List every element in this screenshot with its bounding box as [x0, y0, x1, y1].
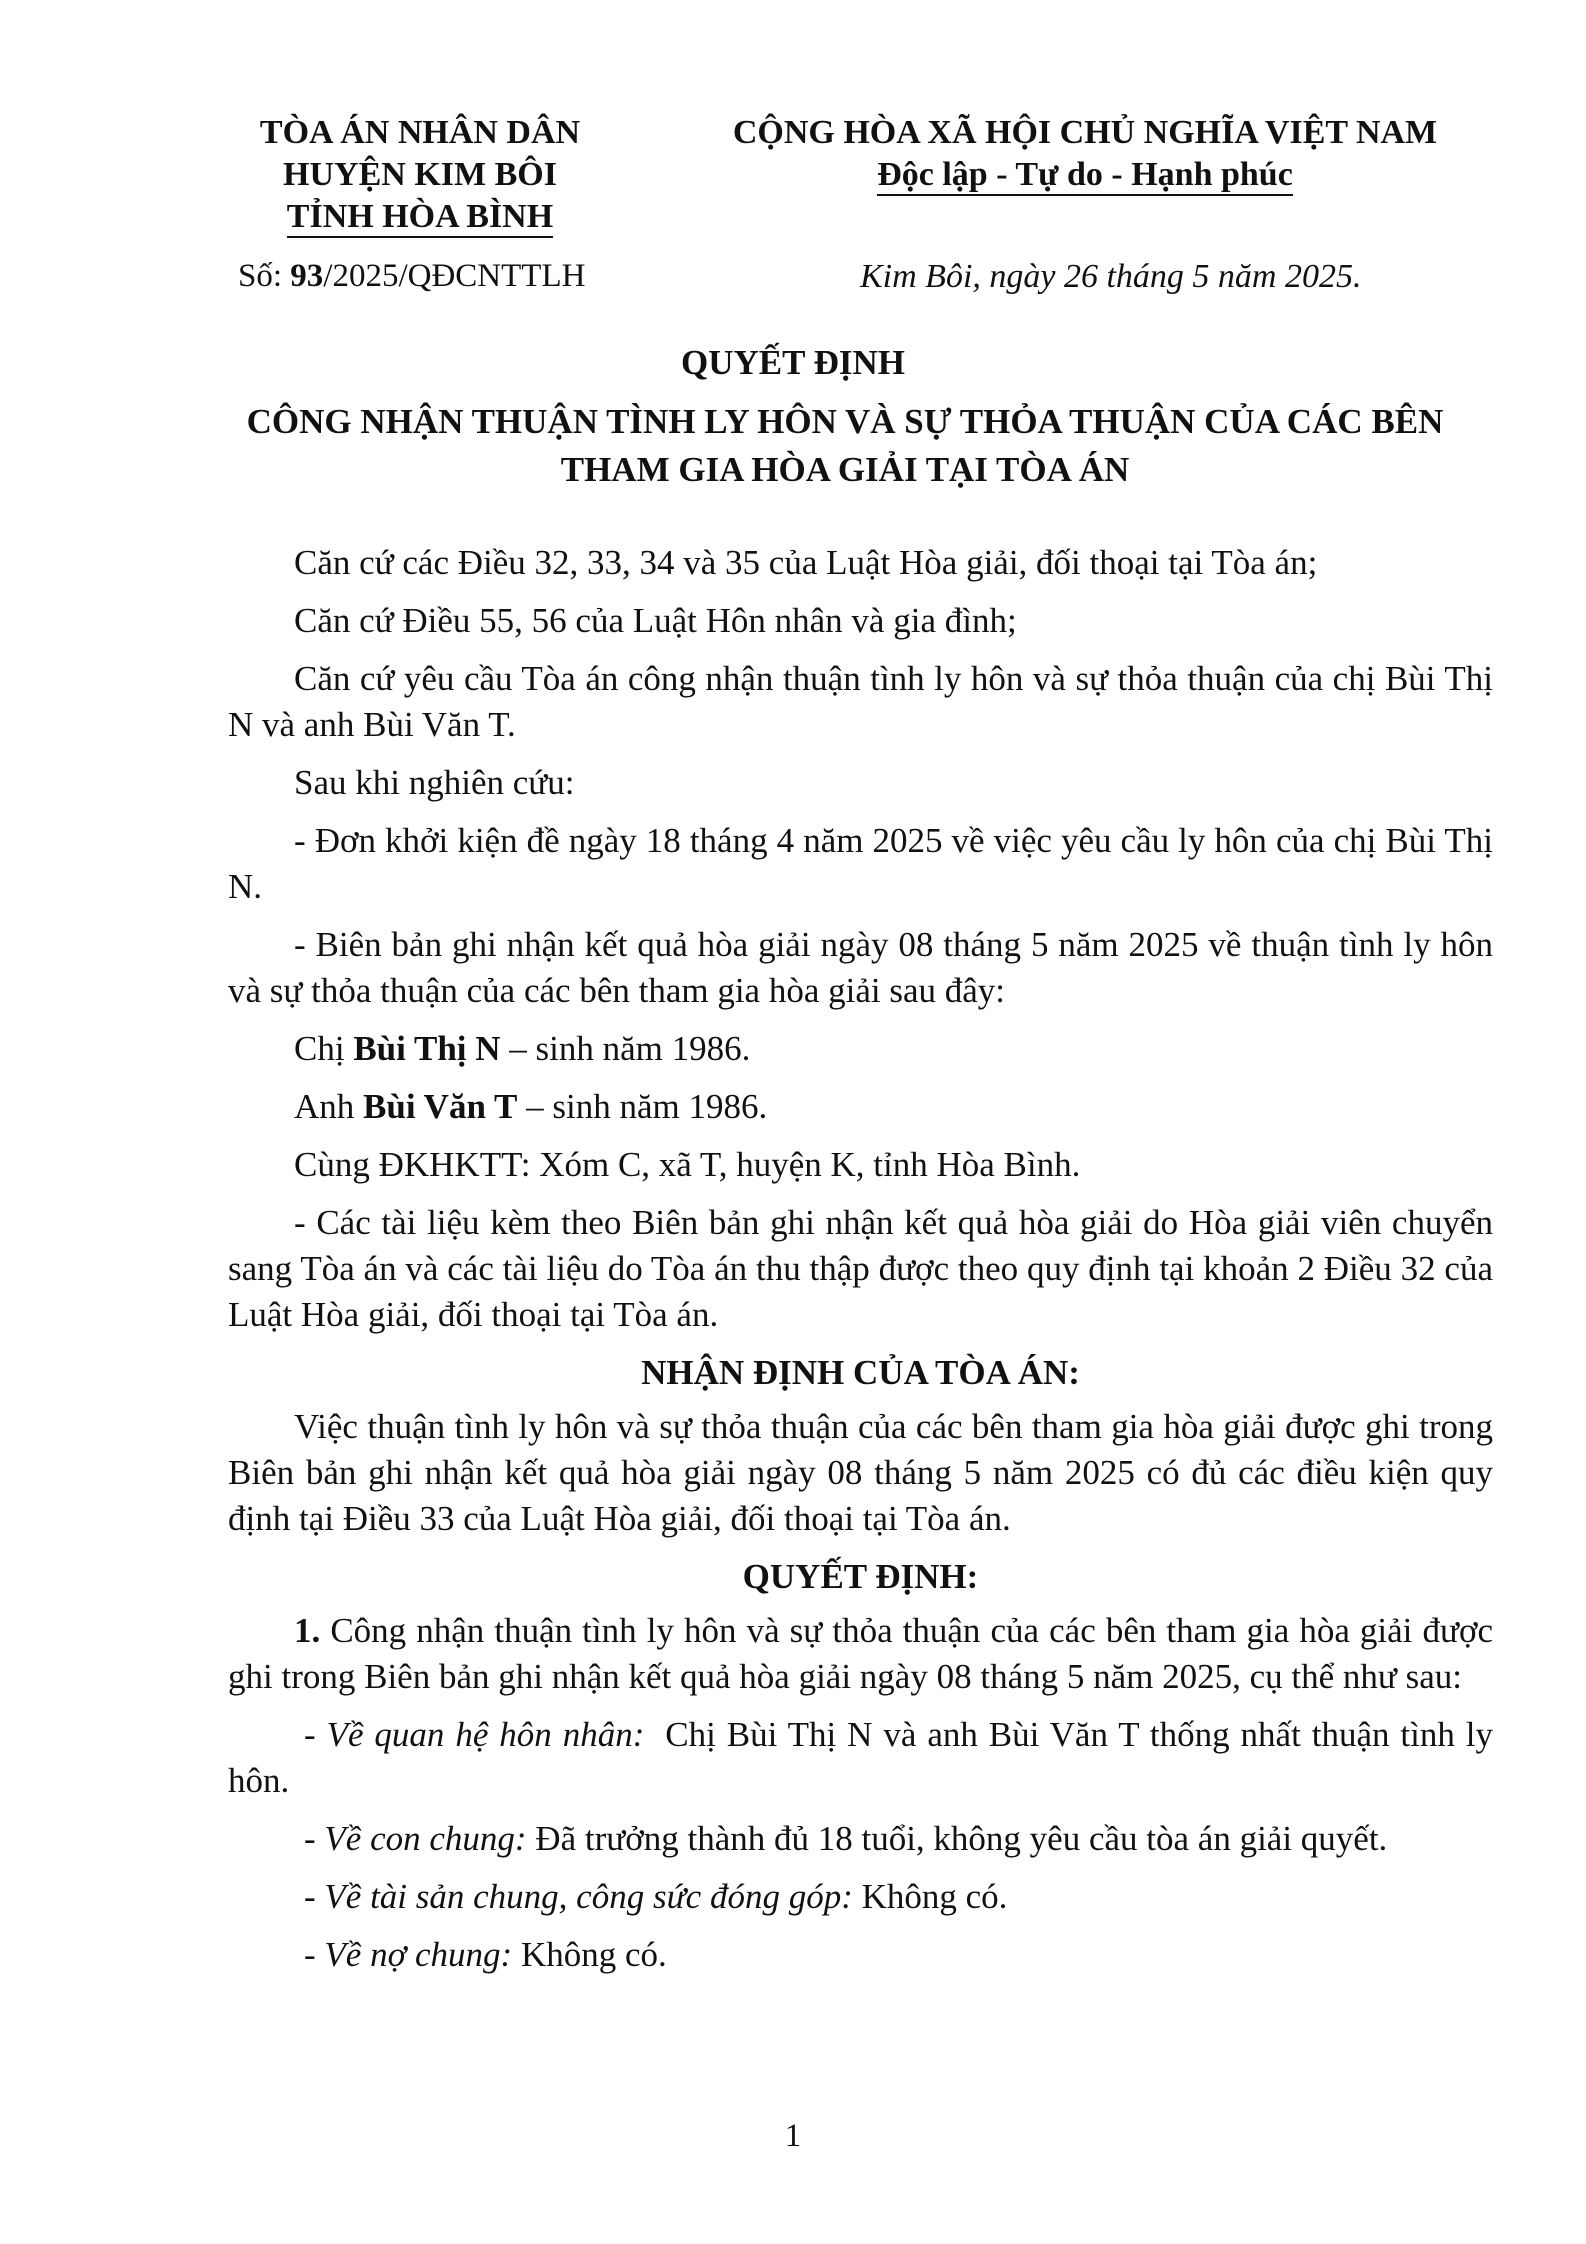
place-and-date: Kim Bôi, ngày 26 tháng 5 năm 2025.: [860, 258, 1362, 295]
page-number: 1: [784, 2118, 802, 2154]
review-item-petition: - Đơn khởi kiện đề ngày 18 tháng 4 năm 2025 về việc yêu cầu ly hôn của chị Bùi Thị N.: [228, 821, 1493, 906]
document-number: Số: 93/2025/QĐCNTTLH: [238, 258, 586, 294]
decision-marriage-label: - Về quan hệ hôn nhân:: [304, 1715, 645, 1754]
decision-property-label: - Về tài sản chung, công sức đóng góp:: [304, 1877, 853, 1916]
court-name-line2: HUYỆN KIM BÔI: [283, 156, 557, 193]
party-husband-name: Bùi Văn T: [363, 1087, 518, 1126]
document-number-value: 93: [290, 258, 324, 294]
party-husband: Anh Bùi Văn T – sinh năm 1986.: [294, 1087, 768, 1126]
decision-item-1-number: 1.: [294, 1611, 321, 1650]
basis-paragraph-2: Căn cứ Điều 55, 56 của Luật Hôn nhân và gia đình;: [294, 601, 1017, 640]
party-wife: Chị Bùi Thị N – sinh năm 1986.: [294, 1029, 751, 1068]
basis-paragraph-1: Căn cứ các Điều 32, 33, 34 và 35 của Luật Hòa giải, đối thoại tại Tòa án;: [294, 543, 1318, 582]
basis-paragraph-3: Căn cứ yêu cầu Tòa án công nhận thuận tình ly hôn và sự thỏa thuận của chị Bùi Thị N và anh Bùi Văn T.: [228, 659, 1493, 744]
review-item-mediation-record: - Biên bản ghi nhận kết quả hòa giải ngày 08 tháng 5 năm 2025 về thuận tình ly hôn và sự thỏa thuận của các bên tham gia hòa giải sau đây:: [228, 925, 1493, 1010]
assessment-text: Việc thuận tình ly hôn và sự thỏa thuận của các bên tham gia hòa giải được ghi trong Biên bản ghi nhận kết quả hòa giải ngày 08 tháng 5 năm 2025 có đủ các điều kiện quy định tại Điều 33 của Luật Hòa giải, đối thoại tại Tòa án.: [228, 1407, 1493, 1538]
review-intro: Sau khi nghiên cứu:: [294, 763, 575, 802]
document-subtitle: CÔNG NHẬN THUẬN TÌNH LY HÔN VÀ SỰ THỎA THUẬN CỦA CÁC BÊN THAM GIA HÒA GIẢI TẠI TÒA ÁN: [246, 402, 1444, 489]
national-motto: Độc lập - Tự do - Hạnh phúc: [877, 156, 1293, 196]
review-item-attachments: - Các tài liệu kèm theo Biên bản ghi nhận kết quả hòa giải do Hòa giải viên chuyển sang Tòa án và các tài liệu do Tòa án thu thập được theo quy định tại khoản 2 Điều 32 của Luật Hòa giải, đối thoại tại Tòa án.: [228, 1203, 1493, 1334]
national-header: [690, 112, 1480, 196]
court-name-line1: TÒA ÁN NHÂN DÂN: [259, 114, 581, 151]
decision-debt: - Về nợ chung: Không có.: [304, 1935, 667, 1974]
decision-debt-label: - Về nợ chung:: [304, 1935, 513, 1974]
assessment-heading: NHẬN ĐỊNH CỦA TÒA ÁN:: [641, 1353, 1080, 1392]
national-title: CỘNG HÒA XÃ HỘI CHỦ NGHĨA VIỆT NAM: [732, 114, 1438, 151]
decision-marriage: - Về quan hệ hôn nhân: Chị Bùi Thị N và anh Bùi Văn T thống nhất thuận tình ly hôn.: [228, 1715, 1494, 1800]
decision-children: - Về con chung: Đã trưởng thành đủ 18 tuổi, không yêu cầu tòa án giải quyết.: [304, 1819, 1388, 1858]
decision-heading: QUYẾT ĐỊNH:: [742, 1557, 979, 1596]
document-title: QUYẾT ĐỊNH: [681, 343, 905, 382]
court-name-line3: TỈNH HÒA BÌNH: [287, 198, 553, 238]
document-body: [228, 540, 1493, 1990]
decision-item-1: 1. Công nhận thuận tình ly hôn và sự thỏa thuận của các bên tham gia hòa giải được ghi trong Biên bản ghi nhận kết quả hòa giải ngày 08 tháng 5 năm 2025, cụ thể như sau:: [228, 1611, 1493, 1696]
court-header: [200, 112, 640, 238]
decision-children-label: - Về con chung:: [304, 1819, 527, 1858]
decision-property: - Về tài sản chung, công sức đóng góp: Không có.: [304, 1877, 1008, 1916]
party-address: Cùng ĐKHKTT: Xóm C, xã T, huyện K, tỉnh Hòa Bình.: [294, 1145, 1081, 1184]
party-wife-name: Bùi Thị N: [353, 1029, 501, 1068]
